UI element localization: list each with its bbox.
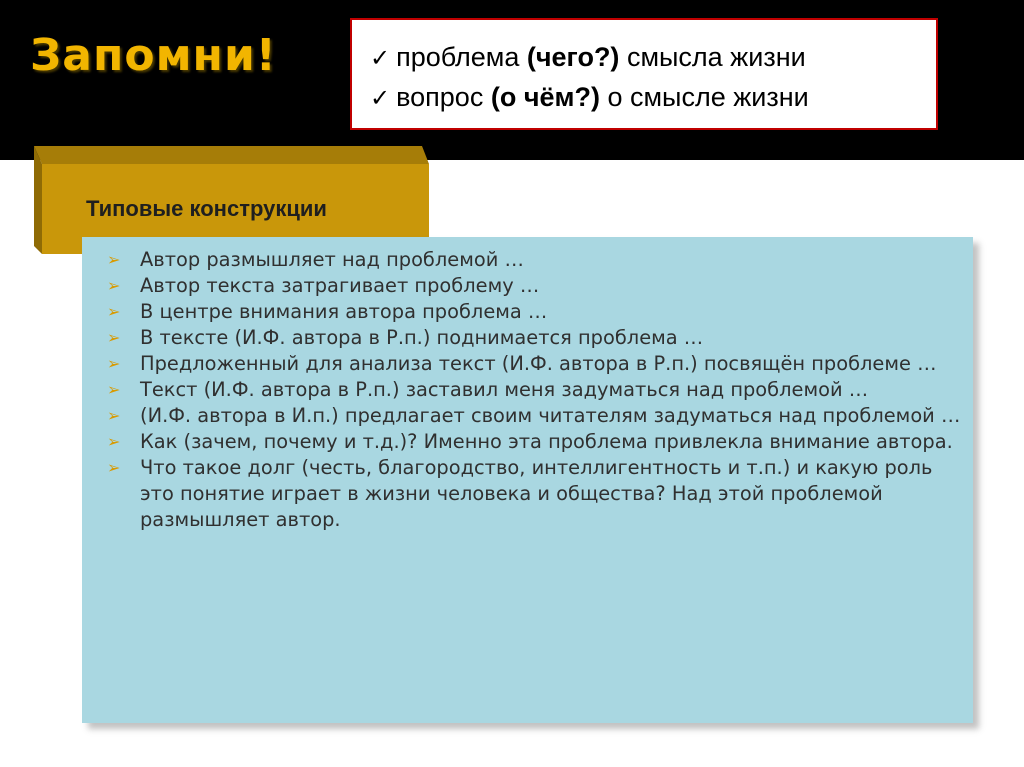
list-item: ➢ Что такое долг (честь, благородство, интеллигентность и т.п.) и какую роль это понятие играет в жизни человека и общества? Над этой проблемой размышляет автор. [107,456,933,531]
remember-question: (о чём?) [490,82,600,112]
constructions-panel [82,237,973,723]
arrow-bullet-icon: ➢ [107,328,121,347]
checkmark-icon: ✓ [370,45,391,72]
remember-text: вопрос [396,82,491,112]
list-item: ➢ Предложенный для анализа текст (И.Ф. автора в Р.п.) посвящён проблеме … [107,352,937,375]
list-item: ➢ В центре внимания автора проблема … [107,300,548,323]
list-item: ➢ Автор текста затрагивает проблему … [107,274,540,297]
remember-box [350,18,938,130]
list-item: ➢ В тексте (И.Ф. автора в Р.п.) поднимается проблема … [107,326,704,349]
constructions-list [82,247,973,533]
remember-line [370,42,806,73]
arrow-bullet-icon: ➢ [107,432,121,451]
remember-question: (чего?) [526,42,620,72]
slide-title: Запомни! [30,30,277,81]
list-item: ➢ (И.Ф. автора в И.п.) предлагает своим читателям задуматься над проблемой … [107,404,961,427]
remember-text: проблема [396,42,527,72]
list-item: ➢ Автор размышляет над проблемой … [107,248,524,271]
arrow-bullet-icon: ➢ [107,406,121,425]
list-item: ➢ Как (зачем, почему и т.д.)? Именно эта проблема привлекла внимание автора. [107,430,953,453]
remember-text: смысла жизни [619,42,806,72]
section-title: Типовые конструкции [86,196,327,221]
list-item: ➢ Текст (И.Ф. автора в Р.п.) заставил меня задуматься над проблемой … [107,378,869,401]
arrow-bullet-icon: ➢ [107,250,121,269]
checkmark-icon: ✓ [370,85,391,112]
arrow-bullet-icon: ➢ [107,380,121,399]
arrow-bullet-icon: ➢ [107,276,121,295]
arrow-bullet-icon: ➢ [107,354,121,373]
remember-line [370,82,809,113]
arrow-bullet-icon: ➢ [107,458,121,477]
arrow-bullet-icon: ➢ [107,302,121,321]
remember-text: о смысле жизни [599,82,809,112]
